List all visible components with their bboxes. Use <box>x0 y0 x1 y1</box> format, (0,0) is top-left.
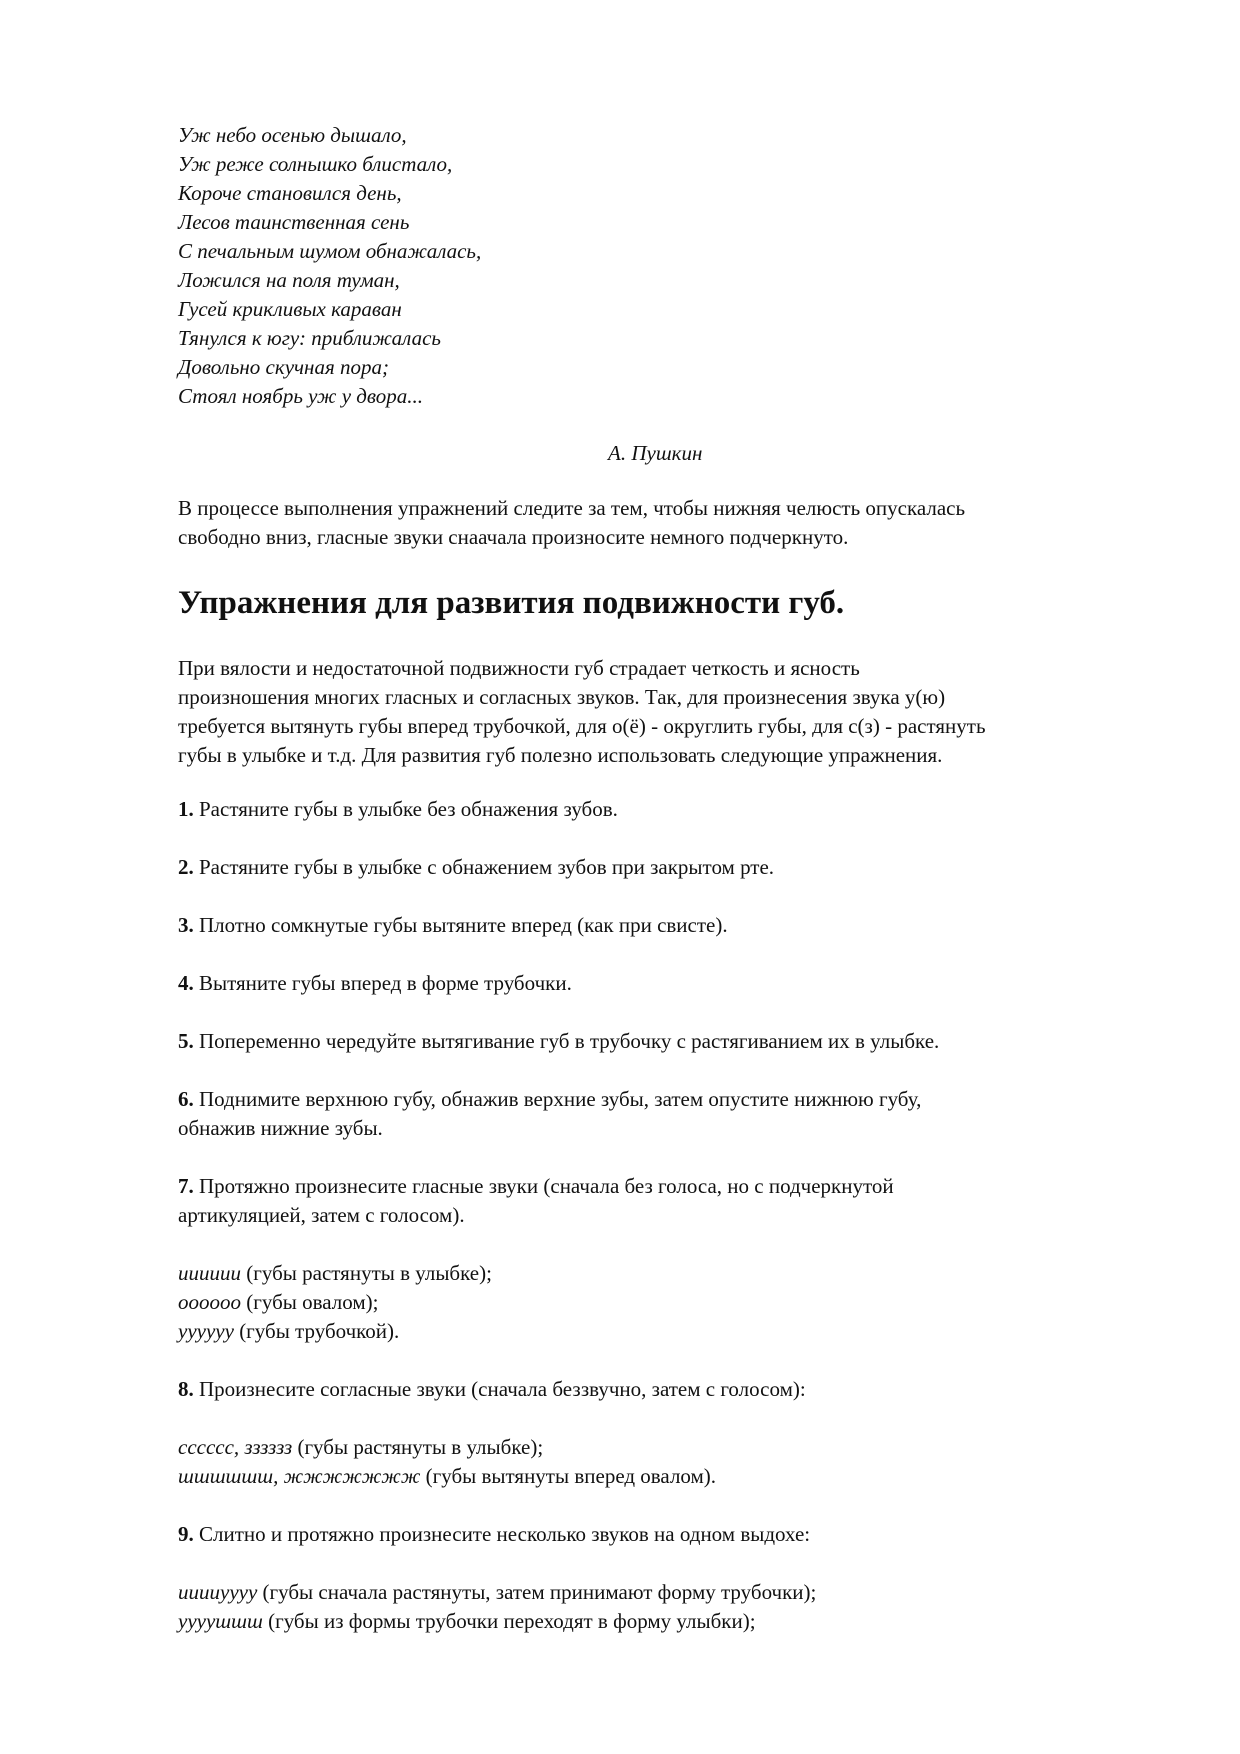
sound: оооооо <box>178 1290 241 1314</box>
sound: ииииии <box>178 1261 241 1285</box>
sound-desc: (губы растянуты в улыбке); <box>241 1261 492 1285</box>
combo-item <box>178 1578 1158 1607</box>
poem-line: Гусей крикливых караван <box>178 297 402 321</box>
vowel-item <box>178 1317 1158 1346</box>
exercise-1 <box>178 795 1158 824</box>
poem-line: С печальным шумом обнажалась, <box>178 239 482 263</box>
exercise-text: Произнесите согласные звуки (сначала беззвучно, затем с голосом): <box>199 1377 806 1401</box>
section-heading: Упражнения для развития подвижности губ. <box>178 585 845 621</box>
exercise-number: 7. <box>178 1174 194 1198</box>
sound-desc: (губы вытянуты вперед овалом). <box>420 1464 717 1488</box>
exercise-text: Вытяните губы вперед в форме трубочки. <box>199 971 572 995</box>
exercise-number: 8. <box>178 1377 194 1401</box>
exercise-8 <box>178 1375 1158 1404</box>
poem-line: Уж реже солнышко блистало, <box>178 152 453 176</box>
text-line: губы в улыбке и т.д. Для развития губ полезно использовать следующие упражнения. <box>178 743 943 767</box>
exercise-7 <box>178 1172 1158 1230</box>
vowel-item <box>178 1288 1158 1317</box>
exercise-text: Плотно сомкнутые губы вытяните вперед (как при свисте). <box>199 913 728 937</box>
exercise-text: обнажив нижние зубы. <box>178 1116 383 1140</box>
exercise-3 <box>178 911 1158 940</box>
poem <box>178 121 481 411</box>
exercise-text: Растяните губы в улыбке без обнажения зубов. <box>199 797 618 821</box>
exercise-number: 9. <box>178 1522 194 1546</box>
consonant-list <box>178 1433 1158 1491</box>
exercise-number: 4. <box>178 971 194 995</box>
sound-desc: (губы сначала растянуты, затем принимают форму трубочки); <box>257 1580 817 1604</box>
poem-line: Ложился на поля туман, <box>178 268 400 292</box>
sound-desc: (губы трубочкой). <box>233 1319 400 1343</box>
exercise-text: Поднимите верхнюю губу, обнажив верхние зубы, затем опустите нижнюю губу, <box>199 1087 922 1111</box>
sound-desc: (губы овалом); <box>241 1290 379 1314</box>
exercise-5 <box>178 1027 1158 1056</box>
exercise-number: 1. <box>178 797 194 821</box>
text-line: свободно вниз, гласные звуки снаачала произносите немного подчеркнуто. <box>178 525 849 549</box>
exercise-9 <box>178 1520 1158 1549</box>
exercise-4 <box>178 969 1158 998</box>
sound-desc: (губы растянуты в улыбке); <box>292 1435 544 1459</box>
sound-desc: (губы из формы трубочки переходят в форму улыбки); <box>262 1609 756 1633</box>
section-intro <box>178 654 1158 770</box>
combo-list <box>178 1578 1158 1636</box>
exercise-text: Растяните губы в улыбке с обнажением зубов при закрытом рте. <box>199 855 775 879</box>
exercise-number: 2. <box>178 855 194 879</box>
text-line: При вялости и недостаточной подвижности губ страдает четкость и ясность <box>178 656 860 680</box>
text-line: произношения многих гласных и согласных звуков. Так, для произнесения звука у(ю) <box>178 685 946 709</box>
poem-line: Лесов таинственная сень <box>178 210 410 234</box>
sound: сссссс, зззззз <box>178 1435 293 1459</box>
combo-item <box>178 1607 1158 1636</box>
consonant-item <box>178 1462 1158 1491</box>
vowel-item <box>178 1259 1158 1288</box>
exercise-text: Попеременно чередуйте вытягивание губ в трубочку с растягиванием их в улыбке. <box>199 1029 940 1053</box>
poem-line: Довольно скучная пора; <box>178 355 389 379</box>
exercise-text: Слитно и протяжно произнесите несколько звуков на одном выдохе: <box>199 1522 811 1546</box>
sound: ииииуууу <box>178 1580 258 1604</box>
sound: шшшшшш, жжжжжжж <box>178 1464 421 1488</box>
exercise-text: Протяжно произнесите гласные звуки (сначала без голоса, но с подчеркнутой <box>199 1174 894 1198</box>
sound: уууушшш <box>178 1609 263 1633</box>
exercise-6 <box>178 1085 1158 1143</box>
exercise-number: 6. <box>178 1087 194 1111</box>
vowel-list <box>178 1259 1158 1346</box>
poem-author: А. Пушкин <box>608 441 703 465</box>
intro-note <box>178 494 1158 552</box>
text-line: В процессе выполнения упражнений следите за тем, чтобы нижняя челюсть опускалась <box>178 496 966 520</box>
text-line: требуется вытянуть губы вперед трубочкой, для о(ё) - округлить губы, для с(з) - растянуть <box>178 714 986 738</box>
poem-line: Стоял ноябрь уж у двора... <box>178 384 423 408</box>
poem-line: Уж небо осенью дышало, <box>178 123 407 147</box>
poem-line: Короче становился день, <box>178 181 402 205</box>
exercise-number: 5. <box>178 1029 194 1053</box>
sound: уууууу <box>178 1319 234 1343</box>
exercise-2 <box>178 853 1158 882</box>
poem-line: Тянулся к югу: приближалась <box>178 326 441 350</box>
exercise-text: артикуляцией, затем с голосом). <box>178 1203 465 1227</box>
consonant-item <box>178 1433 1158 1462</box>
exercise-number: 3. <box>178 913 194 937</box>
